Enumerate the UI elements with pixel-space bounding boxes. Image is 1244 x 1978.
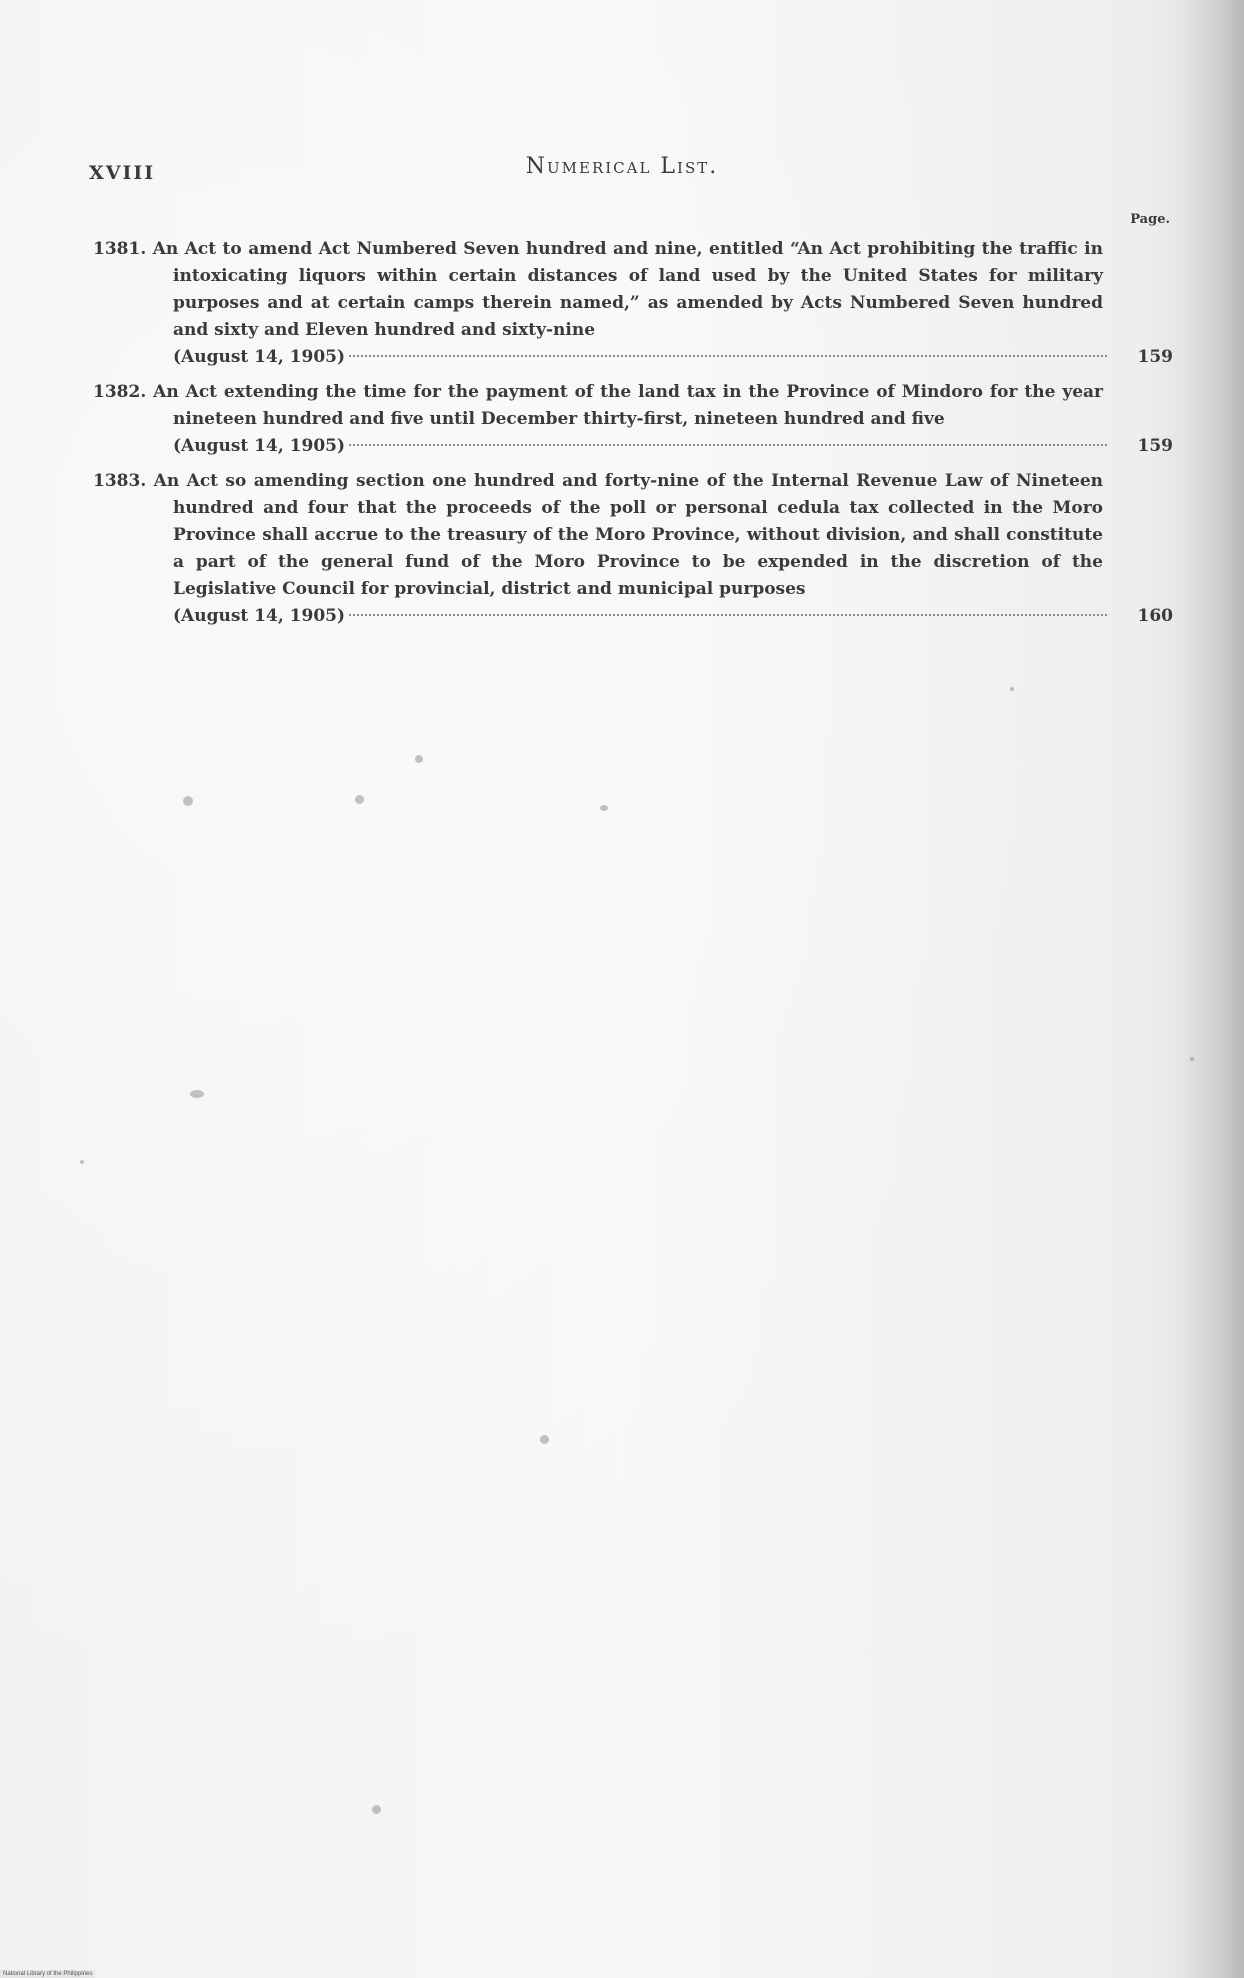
entry-line (93, 603, 1173, 630)
list-item (93, 379, 1173, 460)
entry-page: 159 (1137, 347, 1173, 367)
entry-line (93, 344, 1173, 371)
entry-date: (August 14, 1905) (173, 606, 346, 626)
page-title: Numerical List. (525, 154, 719, 179)
page-edge-shadow (1184, 0, 1244, 1978)
entry-text (93, 236, 1173, 344)
scan-speck (1190, 1057, 1194, 1061)
scan-speck (540, 1435, 549, 1444)
entry-text (93, 379, 1173, 433)
entry-date: (August 14, 1905) (173, 436, 346, 456)
dot-leader (349, 444, 1107, 446)
scan-speck (600, 805, 608, 811)
scan-speck (190, 1090, 204, 1098)
entry-page: 159 (1137, 436, 1173, 456)
entry-body: An Act so amending section one hundred and forty-nine of the Internal Revenue Law of Nineteen hundred and four that the proceeds of the poll or personal cedula tax collected in the Moro Province shall accrue to the treasury of the Moro Province, without division, and shall constitute a part of the general fund of the Moro Province to be expended in the discretion of the Legislative Council for provincial, district and municipal purposes (153, 471, 1103, 599)
list-item (93, 236, 1173, 371)
entry-text (93, 468, 1173, 603)
entry-number: 1381. (93, 239, 147, 259)
scan-speck (372, 1805, 381, 1814)
dot-leader (349, 355, 1107, 357)
entry-body: An Act extending the time for the payment of the land tax in the Province of Mindoro for the year nineteen hundred and five until December thirty-first, nineteen hundred and five (153, 382, 1103, 429)
page-folio: XVIII (89, 162, 156, 184)
entry-line (93, 433, 1173, 460)
entry-body: An Act to amend Act Numbered Seven hundred and nine, entitled “An Act prohibiting the traffic in intoxicating liquors within certain distances of land used by the United States for military purposes and at certain camps therein named,” as amended by Acts Numbered Seven hundred and sixty and Eleven hundred and sixty-nine (152, 239, 1104, 340)
entry-page: 160 (1137, 606, 1173, 626)
entry-number: 1382. (93, 382, 147, 402)
entry-date: (August 14, 1905) (173, 347, 346, 367)
entry-number: 1383. (93, 471, 147, 491)
dot-leader (349, 614, 1107, 616)
list-item (93, 468, 1173, 630)
page-column-label: Page. (1130, 212, 1170, 227)
scan-speck (415, 755, 423, 763)
scan-speck (183, 796, 193, 806)
scan-speck (355, 795, 364, 804)
acts-list (93, 236, 1173, 638)
scan-watermark: National Library of the Philippines (0, 1970, 95, 1978)
scan-speck (80, 1160, 84, 1164)
scan-speck (1010, 687, 1014, 691)
